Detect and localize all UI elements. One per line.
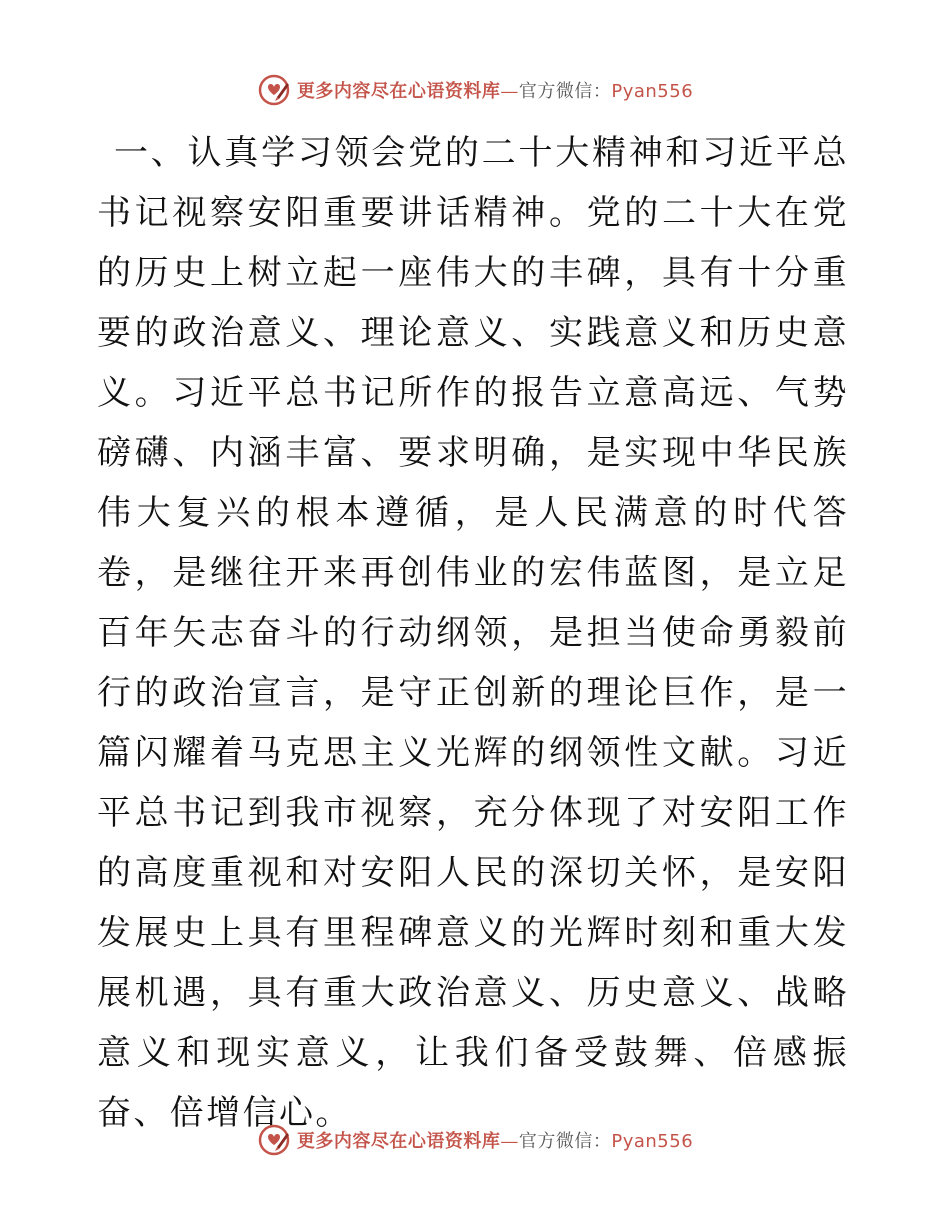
footer-wechat-handle: Pyan556 [611, 1131, 694, 1152]
footer-watermark-banner [0, 1120, 950, 1160]
body-paragraph: 一、认真学习领会党的二十大精神和习近平总书记视察安阳重要讲话精神。党的二十大在党的历史上树立起一座伟大的丰碑，具有十分重要的政治意义、理论意义、实践意义和历史意义。习近平总书记所作的报告立意高远、气势磅礴、内涵丰富、要求明确，是实现中华民族伟大复兴的根本遵循，是人民满意的时代答卷，是继往开来再创伟业的宏伟蓝图，是立足百年矢志奋斗的行动纲领，是担当使命勇毅前行的政治宣言，是守正创新的理论巨作，是一篇闪耀着马克思主义光辉的纲领性文献。习近平总书记到我市视察，充分体现了对安阳工作的高度重视和对安阳人民的深切关怀，是安阳发展史上具有里程碑意义的光辉时刻和重大发展机遇，具有重大政治意义、历史意义、战略意义和现实意义，让我们备受鼓舞、倍感振奋、倍增信心。 [97, 133, 849, 1133]
footer-wechat-label: 官方微信： [518, 1131, 612, 1152]
footer-watermark-text [297, 1127, 693, 1153]
footer-brand-text: 更多内容尽在心语资料库 [296, 1131, 501, 1152]
red-pen-heart-logo-icon [257, 73, 291, 107]
header-separator: — [500, 81, 519, 102]
header-wechat-label: 官方微信： [518, 81, 612, 102]
header-wechat-handle: Pyan556 [611, 81, 694, 102]
header-watermark-text [297, 77, 693, 103]
red-pen-heart-logo-icon [257, 1123, 291, 1157]
header-watermark-banner [0, 70, 950, 110]
header-brand-text: 更多内容尽在心语资料库 [296, 81, 501, 102]
footer-separator: — [500, 1131, 519, 1152]
